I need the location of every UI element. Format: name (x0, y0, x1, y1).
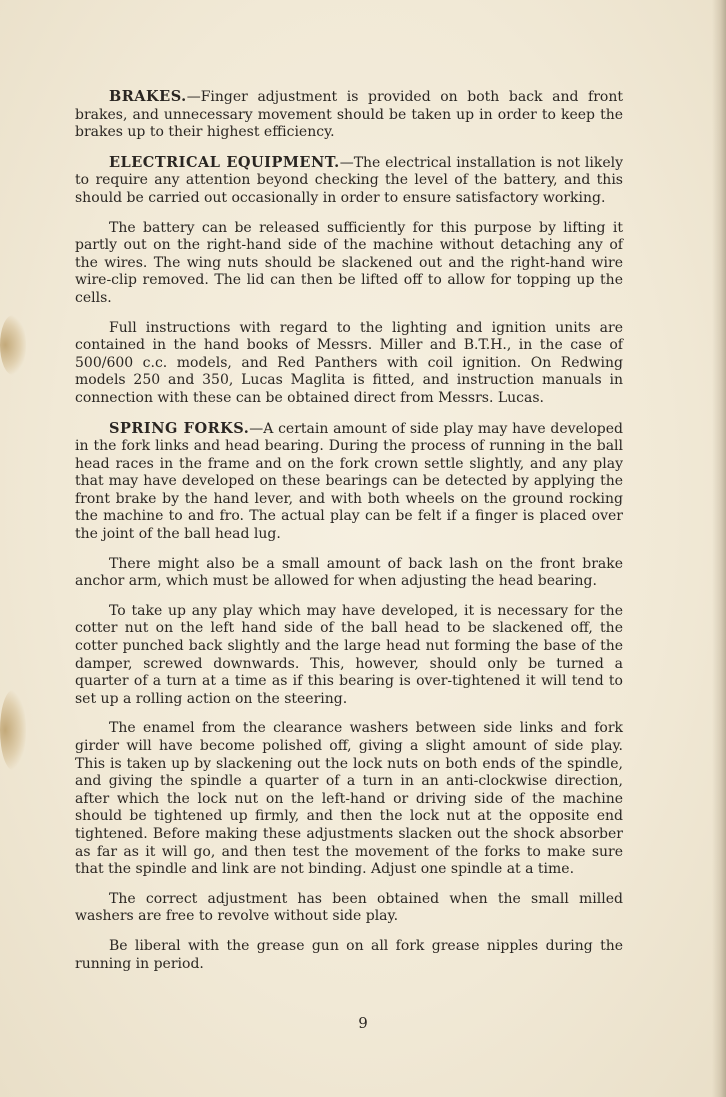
body-text (75, 88, 623, 985)
electrical-body: —The electrical installation is not likely to require any attention beyond checking the level of the battery, and this should be carried out occasionally in order to ensure satisfactory working. (75, 154, 623, 206)
grease-gun-paragraph: Be liberal with the grease gun on all fork grease nipples during the running in period. (75, 937, 623, 972)
back-lash-paragraph: There might also be a small amount of back lash on the front brake anchor arm, which must be allowed for when adjusting the head bearing. (75, 555, 623, 590)
correct-adjustment-paragraph: The correct adjustment has been obtained when the small milled washers are free to revolve without side play. (75, 890, 623, 925)
electrical-paragraph (75, 154, 623, 208)
spring-forks-body: —A certain amount of side play may have developed in the fork links and head bearing. During the process of running in the ball head races in the frame and on the fork crown settle slightly, and any play that may have developed on these bearings can be detected by applying the front brake by the hand lever, and with both wheels on the ground rocking the machine to and fro. The actual play can be felt if a finger is placed over the joint of the ball head lug. (75, 420, 623, 543)
spring-forks-heading: SPRING FORKS. (109, 419, 250, 437)
brakes-heading: BRAKES. (109, 88, 187, 105)
age-stain (0, 690, 26, 770)
battery-paragraph: The battery can be released sufficiently for this purpose by lifting it partly out on the right-hand side of the machine without detaching any of the wires. The wing nuts should be slackened out and the right-hand wire wire-clip removed. The lid can then be lifted off to allow for topping up the cells. (75, 219, 623, 306)
brakes-body: —Finger adjustment is provided on both back and front brakes, and unnecessary movement should be taken up in order to keep the brakes up to their highest efficiency. (75, 89, 623, 141)
electrical-heading: ELECTRICAL EQUIPMENT. (109, 153, 340, 171)
age-stain (0, 315, 26, 375)
lighting-ignition-paragraph: Full instructions with regard to the lighting and ignition units are contained in the hand books of Messrs. Miller and B.T.H., in the case of 500/600 c.c. models, and Red Panthers with coil ignition. On Redwing models 250 and 350, Lucas Maglita is fitted, and instruction manuals in connection with these can be obtained direct from Messrs. Lucas. (75, 319, 623, 406)
spring-forks-paragraph (75, 420, 623, 544)
page-number: 9 (358, 1014, 368, 1032)
take-up-play-paragraph: To take up any play which may have developed, it is necessary for the cotter nut on the left hand side of the ball head to be slackened off, the cotter punched back slightly and the large head nut forming the base of the damper, screwed downwards. This, however, should only be turned a quarter of a turn at a time as if this bearing is over-tightened it will tend to set up a rolling action on the steering. (75, 602, 623, 707)
clearance-washers-paragraph: The enamel from the clearance washers between side links and fork girder will have become polished off, giving a slight amount of side play. This is taken up by slackening out the lock nuts on both ends of the spindle, and giving the spindle a quarter of a turn in an anti-clockwise direction, after which the lock nut on the left-hand or driving side of the machine should be tightened up firmly, and then the lock nut at the opposite end tightened. Before making these adjustments slacken out the shock absorber as far as it will go, and then test the movement of the forks to make sure that the spindle and link are not binding. Adjust one spindle at a time. (75, 720, 623, 878)
brakes-paragraph (75, 88, 623, 142)
page-edge-shadow (712, 0, 726, 1097)
